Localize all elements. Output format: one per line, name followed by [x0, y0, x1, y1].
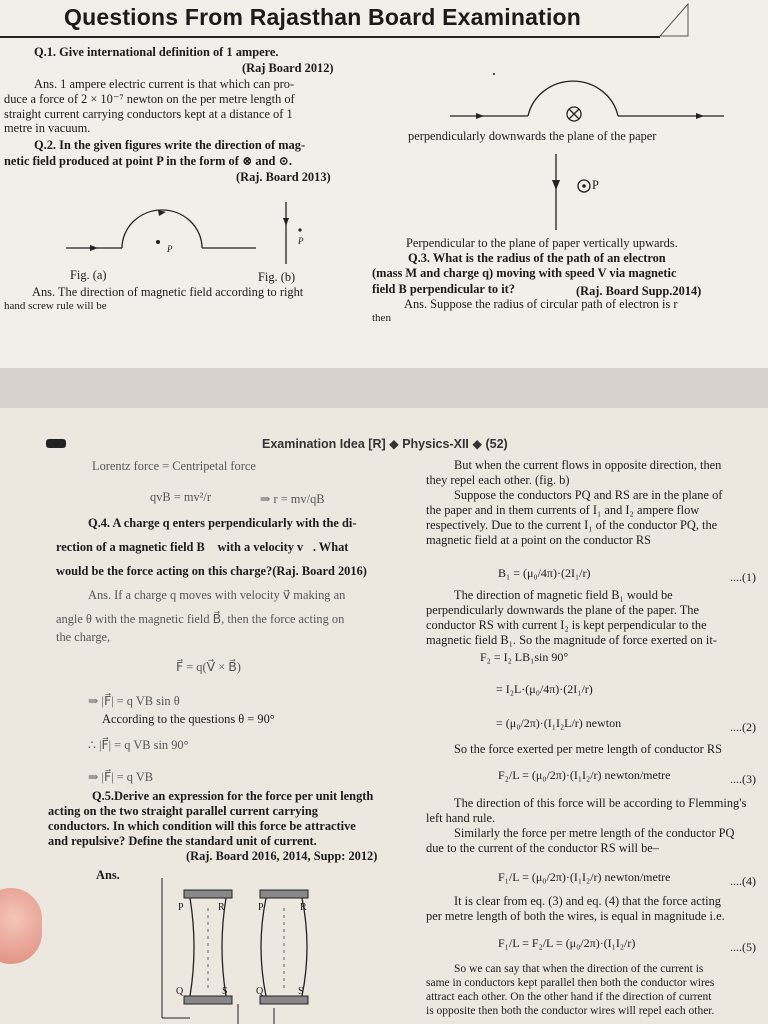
- equation-4-number: ....(4): [730, 874, 756, 888]
- equation-5-number: ....(5): [730, 940, 756, 954]
- q1-ans-line: Ans. 1 ampere electric current is that which can pro-: [34, 77, 295, 91]
- conductor-label-r: R: [300, 902, 307, 913]
- right-para-line: But when the current flows in opposite direction, then: [454, 458, 722, 472]
- point-p-label: P: [298, 236, 304, 246]
- q2-ans-line: hand screw rule will be: [4, 300, 107, 312]
- q1-ans-line: metre in vacuum.: [4, 121, 91, 135]
- fig-b-caption: Fig. (b): [258, 270, 296, 284]
- equation-2-number: ....(2): [730, 720, 756, 734]
- conductor-label-s: S: [298, 986, 304, 997]
- q3-question: Q.3. What is the radius of the path of an electron: [408, 251, 666, 265]
- page-title: Questions From Rajasthan Board Examination: [64, 4, 582, 30]
- equation-line: ⇒ r = mv/qB: [260, 492, 325, 506]
- right-para-line: attract each other. On the other hand if the direction of current: [426, 991, 712, 1003]
- equation-4: F₁/L = (μ₀/2π)·(I₁I₂/r) newton/metre: [498, 870, 671, 884]
- figure-answer-a: [446, 60, 746, 136]
- figure-a-b: [60, 196, 310, 266]
- right-para-line: So the force exerted per metre length of conductor RS: [454, 742, 723, 756]
- conductor-label-s: S: [222, 986, 228, 997]
- q1-source: (Raj Board 2012): [242, 61, 334, 75]
- q2-question: netic field produced at point P in the form of ⊗ and ⊙.: [4, 154, 292, 168]
- equation-2: = (μ₀/2π)·(I₁I₂L/r) newton: [496, 716, 622, 730]
- q5-ans-label: Ans.: [96, 868, 120, 882]
- right-para-line: Similarly the force per metre length of the conductor PQ: [454, 826, 735, 840]
- bottom-page: [0, 408, 768, 1024]
- equation-line: F⃗ = q(V⃗ × B⃗): [176, 660, 241, 674]
- q1-ans-line: straight current carrying conductors kept at a distance of 1: [4, 107, 293, 121]
- q4-ans-line: angle θ with the magnetic field B⃗, then the force acting on: [56, 612, 345, 626]
- equation-line: qvB = mv²/r: [150, 490, 211, 504]
- header-bullet-icon: [46, 438, 68, 450]
- title-underline: [0, 36, 660, 38]
- q2-ans-line: Ans. The direction of magnetic field according to right: [32, 285, 304, 299]
- q3-ans-line: Ans. Suppose the radius of circular path of electron is r: [404, 297, 678, 311]
- right-para-line: left hand rule.: [426, 811, 496, 825]
- equation-force: F₂ = I₂ LB₁sin 90°: [480, 650, 569, 664]
- q5-question: acting on the two straight parallel current carrying: [48, 804, 318, 818]
- equation-line: According to the questions θ = 90°: [102, 712, 275, 726]
- answer-caption-a: perpendicularly downwards the plane of the paper: [408, 129, 657, 143]
- right-para-line: Suppose the conductors PQ and RS are in the plane of: [454, 488, 723, 502]
- equation-5: F₁/L = F₂/L = (μ₀/2π)·(I₁I₂/r): [498, 936, 636, 950]
- right-para-line: magnetic field B₁. So the magnitude of force exerted on it-: [426, 633, 717, 647]
- point-p-label: P: [592, 178, 599, 192]
- corner-decoration: [640, 2, 690, 38]
- right-para-line: same in conductors kept parallel then both the conductor wires: [426, 977, 715, 989]
- q5-source: (Raj. Board 2016, 2014, Supp: 2012): [186, 849, 378, 863]
- q2-question: Q.2. In the given figures write the direction of mag-: [34, 138, 306, 152]
- page-gap: [0, 368, 768, 408]
- answer-caption-b: Perpendicular to the plane of paper vertically upwards.: [406, 236, 678, 250]
- right-para-line: It is clear from eq. (3) and eq. (4) that the force acting: [454, 894, 721, 908]
- equation-1-number: ....(1): [730, 570, 756, 584]
- q3-question: (mass M and charge q) moving with speed V via magnetic: [372, 266, 677, 280]
- right-para-line: The direction of magnetic field B₁ would be: [454, 588, 673, 602]
- q3-ans-line: then: [372, 312, 391, 324]
- finger-overlay: [0, 888, 42, 964]
- equation-line: Lorentz force = Centripetal force: [92, 459, 256, 473]
- right-para-line: perpendicularly downwards the plane of the paper. The: [426, 603, 699, 617]
- q4-question: would be the force acting on this charge?(Raj. Board 2016): [56, 564, 367, 578]
- conductor-label-r: R: [218, 902, 225, 913]
- q4-question: Q.4. A charge q enters perpendicularly with the di-: [88, 516, 357, 530]
- q5-question: and repulsive? Define the standard unit of current.: [48, 834, 317, 848]
- right-para-line: So we can say that when the direction of the current is: [454, 963, 704, 975]
- right-para-line: conductor RS with current I₂ is kept perpendicular to the: [426, 618, 707, 632]
- q5-question: Q.5.Derive an expression for the force per unit length: [92, 789, 374, 803]
- top-page: [0, 0, 768, 368]
- conductor-label-q: Q: [256, 986, 264, 997]
- right-para-line: respectively. Due to the current I₁ of the conductor PQ, the: [426, 518, 718, 532]
- running-header: Examination Idea [R] ◆ Physics-XII ◆ (52): [262, 437, 508, 451]
- point-p-label: P: [167, 244, 173, 254]
- equation-line: ∴ |F⃗| = q VB sin 90°: [88, 738, 189, 752]
- conductor-label-q: Q: [176, 986, 184, 997]
- right-para-line: magnetic field at a point on the conductor RS: [426, 533, 652, 547]
- q4-ans-line: Ans. If a charge q moves with velocity v⃗ making an: [88, 588, 346, 602]
- right-para-line: they repel each other. (fig. b): [426, 473, 570, 487]
- fig-a-caption: Fig. (a): [70, 268, 107, 282]
- equation-3-number: ....(3): [730, 772, 756, 786]
- equation-3: F₂/L = (μ₀/2π)·(I₁I₂/r) newton/metre: [498, 768, 671, 782]
- figure-answer-b: [544, 150, 614, 234]
- equation-1: B₁ = (μ₀/4π)·(2I₁/r): [498, 566, 591, 580]
- equation-line: ⇒ |F⃗| = q VB sin θ: [88, 694, 180, 708]
- q5-question: conductors. In which condition will this force be attractive: [48, 819, 356, 833]
- q1-ans-line: duce a force of 2 × 10⁻⁷ newton on the per metre length of: [4, 92, 295, 106]
- q4-ans-line: the charge,: [56, 630, 111, 644]
- equation-force: = I₂L·(μ₀/4π)·(2I₁/r): [496, 682, 593, 696]
- conductor-label-p: P: [258, 902, 264, 913]
- q3-source: (Raj. Board Supp.2014): [576, 284, 702, 298]
- right-para-line: per metre length of both the wires, is equal in magnitude i.e.: [426, 909, 725, 923]
- equation-line: ⇒ |F⃗| = q VB: [88, 770, 154, 784]
- q1-question: Q.1. Give international definition of 1 ampere.: [34, 45, 279, 59]
- right-para-line: is opposite then both the conductor wires will repel each other.: [426, 1005, 715, 1017]
- right-para-line: the paper and in them currents of I₁ and I₂ ampere flow: [426, 503, 700, 517]
- q2-source: (Raj. Board 2013): [236, 170, 331, 184]
- right-para-line: The direction of this force will be according to Flemming's: [454, 796, 747, 810]
- q4-question: rection of a magnetic field B⃗ with a velocity v⃗. What: [56, 540, 349, 554]
- right-para-line: due to the current of the conductor RS will be–: [426, 841, 659, 855]
- conductor-label-p: P: [178, 902, 184, 913]
- q3-question: field B perpendicular to it?: [372, 282, 515, 296]
